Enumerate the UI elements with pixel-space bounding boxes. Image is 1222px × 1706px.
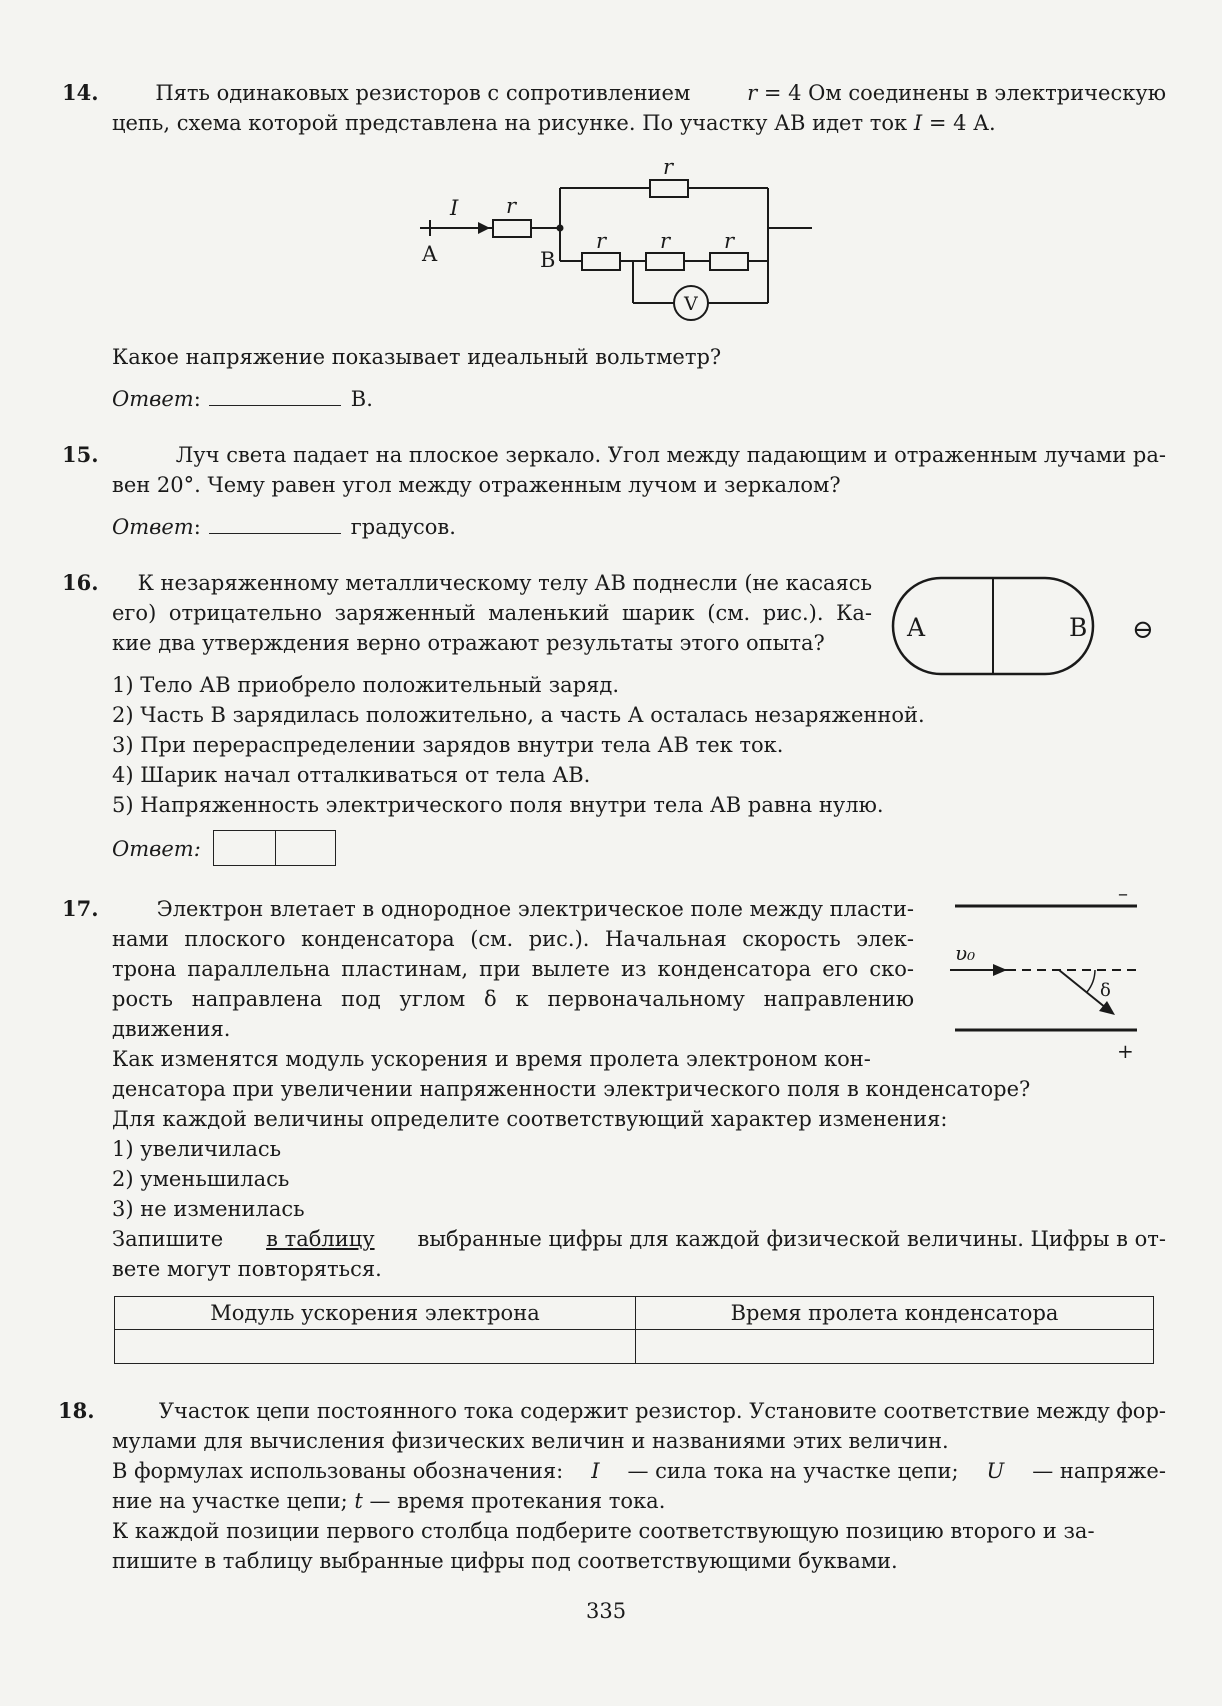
q17-line-3: трона параллельна пластинам, при вылете из конденсатора его ско- [112, 957, 914, 981]
q17-table-answer-2[interactable] [636, 1330, 1154, 1364]
q16-body-figure [885, 570, 1165, 682]
q17-note-2: вете могут повторяться. [112, 1257, 382, 1281]
svg-text:A: A [422, 242, 438, 266]
resistor-2 [650, 180, 688, 197]
q17-option-3: 3) не изменилась [112, 1197, 305, 1221]
q17-line-7: денсатора при увеличении напряженности электрического поля в конденсаторе? [112, 1077, 1031, 1101]
svg-text:r: r [663, 160, 674, 179]
q14-answer-line: Ответ: В. [112, 387, 373, 411]
q18-line-4: ние на участке цепи; t — время протекания тока. [112, 1489, 666, 1513]
q14-number: 14. [62, 80, 99, 105]
q17-answer-table [114, 1296, 1154, 1364]
page-number: 335 [586, 1599, 627, 1623]
svg-text:r: r [724, 229, 735, 253]
q17-line-1: 17. Электрон влетает в однородное электрическое поле между пласти- [62, 896, 914, 921]
q17-note-1: Запишите в таблицу выбранные цифры для каждой физической величины. Цифры в от- [112, 1227, 1166, 1251]
q14-line-2: цепь, схема которой представлена на рисунке. По участку АВ идет ток I = 4 А. [112, 111, 996, 135]
svg-text:–: – [1118, 888, 1128, 905]
resistor-5 [710, 253, 748, 270]
q15-answer-line: Ответ: градусов. [112, 515, 456, 539]
q16-option-5: 5) Напряженность электрического поля внутри тела АВ равна нулю. [112, 793, 884, 817]
q17-option-2: 2) уменьшилась [112, 1167, 290, 1191]
q16-option-3: 3) При перераспределении зарядов внутри тела АВ тек ток. [112, 733, 784, 757]
q14-answer-field[interactable] [209, 387, 341, 406]
svg-text:δ: δ [1100, 980, 1111, 1001]
q17-line-5: движения. [112, 1017, 231, 1041]
q18-line-6: пишите в таблицу выбранные цифры под соответствующими буквами. [112, 1549, 898, 1573]
q16-number: 16. [62, 570, 99, 595]
svg-text:+: + [1117, 1039, 1134, 1063]
q16-answer-label: Ответ: [112, 837, 201, 861]
q16-answer-cell-1[interactable] [213, 830, 276, 866]
q17-number: 17. [62, 896, 99, 921]
q17-line-8: Для каждой величины определите соответствующий характер изменения: [112, 1107, 948, 1131]
q17-option-1: 1) увеличилась [112, 1137, 282, 1161]
svg-text:B: B [1069, 613, 1088, 642]
resistor-4 [646, 253, 684, 270]
svg-text:r: r [596, 229, 607, 253]
q16-option-1: 1) Тело АВ приобрело положительный заряд. [112, 673, 619, 697]
q17-line-6: Как изменятся модуль ускорения и время пролета электроном кон- [112, 1047, 871, 1071]
q16-line-3: кие два утверждения верно отражают результаты этого опыта? [112, 631, 825, 655]
svg-text:r: r [660, 229, 671, 253]
q18-line-1: 18. Участок цепи постоянного тока содержит резистор. Установите соответствие между фор- [58, 1398, 1166, 1423]
svg-text:υ₀: υ₀ [955, 941, 976, 965]
q17-line-4: рость направлена под углом δ к первоначальному направлению [112, 987, 914, 1011]
q14-circuit-diagram [410, 160, 820, 330]
svg-text:V: V [684, 293, 698, 315]
q17-line-2: нами плоского конденсатора (см. рис.). Начальная скорость элек- [112, 927, 914, 951]
svg-text:B: B [540, 248, 556, 272]
q17-table-header-2: Время пролета конденсатора [636, 1297, 1154, 1330]
q18-line-2: мулами для вычисления физических величин и названиями этих величин. [112, 1429, 949, 1453]
svg-text:A: A [907, 613, 926, 642]
q16-line-2: его) отрицательно заряженный маленький шарик (см. рис.). Ка- [112, 601, 872, 625]
q18-number: 18. [58, 1398, 95, 1423]
q14-question: Какое напряжение показывает идеальный вольтметр? [112, 345, 722, 369]
q16-answer-cell-2[interactable] [274, 830, 336, 866]
q15-answer-field[interactable] [209, 515, 341, 534]
svg-text:⊖: ⊖ [1132, 615, 1154, 645]
q17-table-answer-1[interactable] [115, 1330, 636, 1364]
q18-line-3: В формулах использованы обозначения: I — сила тока на участке цепи; U — напряже- [112, 1459, 1166, 1483]
q17-capacitor-figure [945, 888, 1145, 1064]
q14-line-1: 14. Пять одинаковых резисторов с сопротивлением r = 4 Ом соединены в электрическую [62, 80, 1166, 105]
resistor-3 [582, 253, 620, 270]
q15-line-1: 15. Луч света падает на плоское зеркало. Угол между падающим и отраженным лучами ра- [62, 442, 1166, 467]
q16-line-1: 16. К незаряженному металлическому телу АВ поднесли (не касаясь [62, 570, 872, 595]
resistor-1 [493, 220, 531, 237]
svg-text:r: r [506, 194, 517, 218]
svg-text:I: I [450, 196, 459, 220]
q18-line-5: К каждой позиции первого столбца подберите соответствующую позицию второго и за- [112, 1519, 1095, 1543]
q15-line-2: вен 20°. Чему равен угол между отраженным лучом и зеркалом? [112, 473, 841, 497]
q16-option-4: 4) Шарик начал отталкиваться от тела АВ. [112, 763, 591, 787]
q17-table-header-1: Модуль ускорения электрона [115, 1297, 636, 1330]
q16-option-2: 2) Часть В зарядилась положительно, а часть А осталась незаряженной. [112, 703, 925, 727]
q15-number: 15. [62, 442, 99, 467]
